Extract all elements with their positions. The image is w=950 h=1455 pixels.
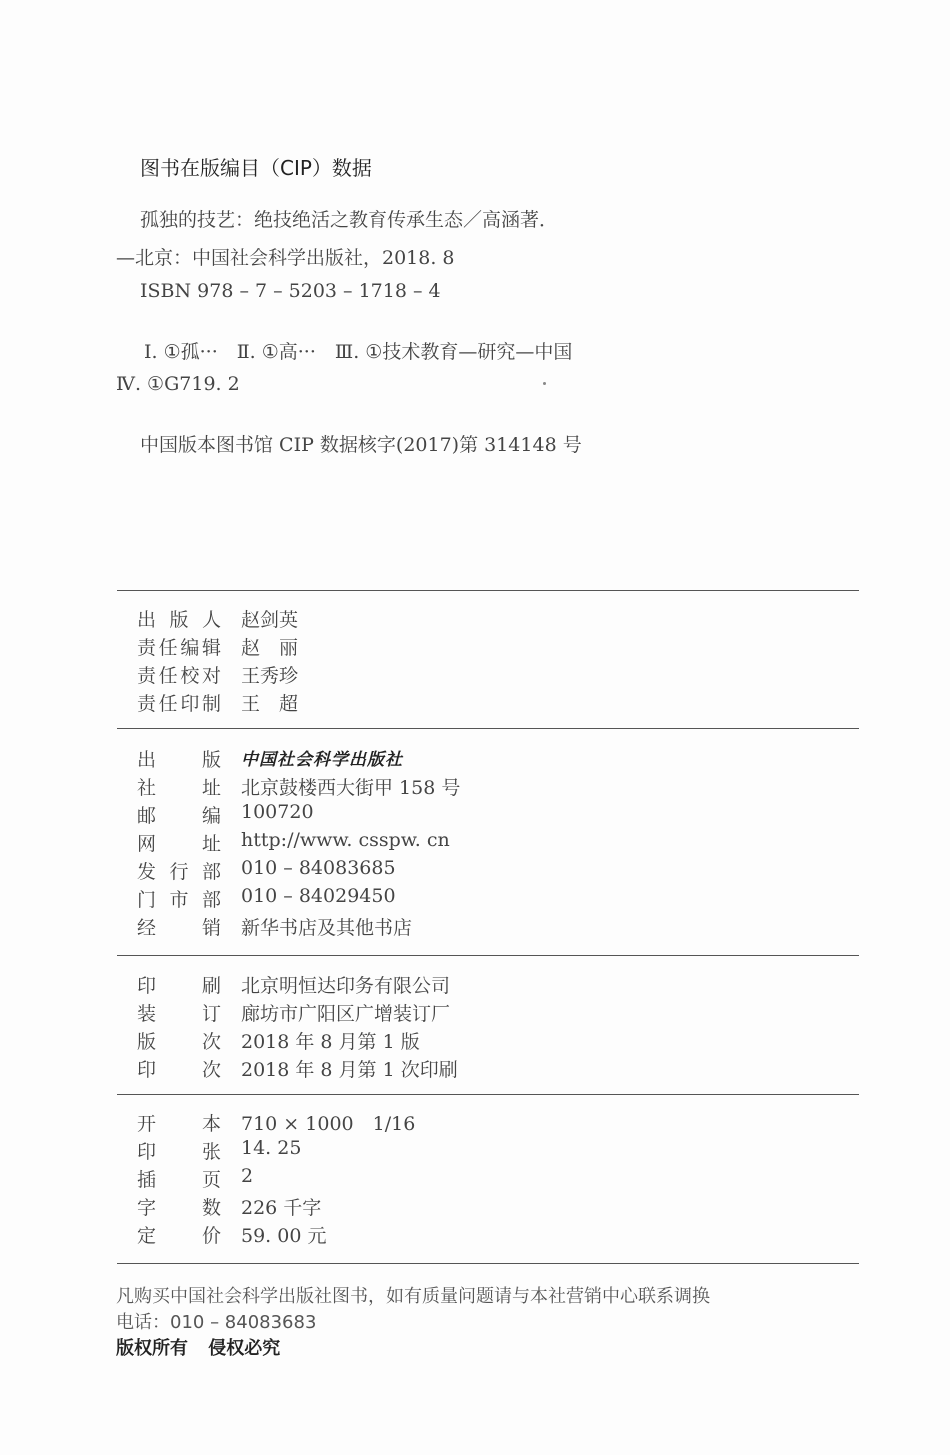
label-char: 址 bbox=[201, 833, 221, 855]
divider-2 bbox=[117, 728, 859, 729]
staff-value: 赵剑英 bbox=[241, 609, 299, 631]
label-char: 印 bbox=[180, 693, 200, 715]
label-char: 邮 bbox=[137, 805, 157, 827]
label-char: 装 bbox=[137, 1003, 157, 1025]
quality-notice: 凡购买中国社会科学出版社图书，如有质量问题请与本社营销中心联系调换 bbox=[116, 1286, 710, 1307]
label-char: 社 bbox=[137, 777, 157, 799]
label-char: 责 bbox=[137, 637, 157, 659]
label-char: 版 bbox=[137, 1031, 157, 1053]
publisher-value: 010 – 84083685 bbox=[241, 857, 396, 879]
publisher-label bbox=[137, 745, 221, 772]
publisher-label bbox=[137, 801, 221, 828]
label-char: 版 bbox=[201, 749, 221, 771]
publisher-label bbox=[137, 829, 221, 856]
label-char: 发 bbox=[137, 861, 157, 883]
label-char: 任 bbox=[158, 637, 178, 659]
label-char: 编 bbox=[201, 805, 221, 827]
copyright-notice: 版权所有 侵权必究 bbox=[116, 1338, 281, 1359]
staff-label bbox=[137, 633, 221, 660]
label-char: 印 bbox=[137, 975, 157, 997]
label-char: 部 bbox=[201, 889, 221, 911]
label-char: 定 bbox=[137, 1225, 157, 1247]
label-char: 址 bbox=[201, 777, 221, 799]
publisher-value: 中国社会科学出版社 bbox=[241, 750, 403, 770]
staff-value: 王秀珍 bbox=[241, 665, 299, 687]
divider-5 bbox=[117, 1263, 859, 1264]
label-char: 订 bbox=[201, 1003, 221, 1025]
printing-value: 北京明恒达印务有限公司 bbox=[241, 975, 451, 997]
label-char: 校 bbox=[180, 665, 200, 687]
label-char: 字 bbox=[137, 1197, 157, 1219]
cip-classification-line-2: Ⅳ. ①G719. 2 bbox=[116, 373, 240, 395]
staff-label bbox=[137, 605, 221, 632]
label-char: 责 bbox=[137, 693, 157, 715]
label-char: 制 bbox=[201, 693, 221, 715]
specs-value: 59. 00 元 bbox=[241, 1225, 327, 1247]
label-char: 数 bbox=[201, 1197, 221, 1219]
label-char: 开 bbox=[137, 1113, 157, 1135]
specs-value: 226 千字 bbox=[241, 1197, 322, 1219]
specs-label bbox=[137, 1221, 221, 1248]
label-char: 出 bbox=[137, 609, 157, 631]
cip-record-number: 中国版本图书馆 CIP 数据核字(2017)第 314148 号 bbox=[140, 434, 582, 456]
publisher-value: 新华书店及其他书店 bbox=[241, 917, 413, 939]
printing-value: 2018 年 8 月第 1 版 bbox=[241, 1031, 420, 1053]
label-char: 张 bbox=[201, 1141, 221, 1163]
label-char: 次 bbox=[201, 1059, 221, 1081]
label-char: 印 bbox=[137, 1059, 157, 1081]
printing-value: 廊坊市广阳区广增装订厂 bbox=[241, 1003, 451, 1025]
publisher-value: 100720 bbox=[241, 801, 314, 823]
label-char: 编 bbox=[180, 637, 200, 659]
specs-label bbox=[137, 1137, 221, 1164]
specs-value: 710 × 1000 1/16 bbox=[241, 1113, 416, 1135]
speck-mark bbox=[543, 382, 546, 385]
printing-label bbox=[137, 971, 221, 998]
staff-value: 王 超 bbox=[241, 693, 299, 715]
label-char: 出 bbox=[137, 749, 157, 771]
label-char: 页 bbox=[201, 1169, 221, 1191]
label-char: 网 bbox=[137, 833, 157, 855]
printing-value: 2018 年 8 月第 1 次印刷 bbox=[241, 1059, 458, 1081]
label-char: 版 bbox=[169, 609, 189, 631]
divider-1 bbox=[117, 590, 859, 591]
label-char: 人 bbox=[201, 609, 221, 631]
printing-label bbox=[137, 1027, 221, 1054]
publisher-value: 010 – 84029450 bbox=[241, 885, 396, 907]
cip-publisher-line: —北京：中国社会科学出版社，2018. 8 bbox=[116, 247, 455, 269]
printing-label bbox=[137, 1055, 221, 1082]
label-char: 印 bbox=[137, 1141, 157, 1163]
specs-value: 2 bbox=[241, 1165, 254, 1187]
publisher-label bbox=[137, 857, 221, 884]
label-char: 门 bbox=[137, 889, 157, 911]
label-char: 刷 bbox=[201, 975, 221, 997]
label-char: 责 bbox=[137, 665, 157, 687]
label-char: 任 bbox=[158, 665, 178, 687]
publisher-label bbox=[137, 773, 221, 800]
specs-label bbox=[137, 1193, 221, 1220]
divider-3 bbox=[117, 955, 859, 956]
label-char: 行 bbox=[169, 861, 189, 883]
staff-label bbox=[137, 689, 221, 716]
label-char: 销 bbox=[201, 917, 221, 939]
label-char: 辑 bbox=[201, 637, 221, 659]
service-phone: 电话：010 – 84083683 bbox=[116, 1312, 317, 1333]
cip-isbn-line: ISBN 978 – 7 – 5203 – 1718 – 4 bbox=[140, 280, 441, 302]
specs-label bbox=[137, 1109, 221, 1136]
label-char: 价 bbox=[201, 1225, 221, 1247]
label-char: 插 bbox=[137, 1169, 157, 1191]
specs-label bbox=[137, 1165, 221, 1192]
cip-book-title-line: 孤独的技艺：绝技绝活之教育传承生态／高涵著． bbox=[140, 209, 559, 231]
printing-label bbox=[137, 999, 221, 1026]
specs-value: 14. 25 bbox=[241, 1137, 302, 1159]
label-char: 本 bbox=[201, 1113, 221, 1135]
publisher-value: http://www. csspw. cn bbox=[241, 829, 450, 851]
label-char: 市 bbox=[169, 889, 189, 911]
cip-classification-line: Ⅰ. ①孤··· Ⅱ. ①高··· Ⅲ. ①技术教育—研究—中国 bbox=[144, 341, 573, 363]
label-char: 对 bbox=[201, 665, 221, 687]
label-char: 经 bbox=[137, 917, 157, 939]
publisher-value: 北京鼓楼西大街甲 158 号 bbox=[241, 777, 461, 799]
divider-4 bbox=[117, 1094, 859, 1095]
cip-title: 图书在版编目（CIP）数据 bbox=[140, 156, 372, 180]
staff-value: 赵 丽 bbox=[241, 637, 299, 659]
label-char: 次 bbox=[201, 1031, 221, 1053]
label-char: 任 bbox=[158, 693, 178, 715]
label-char: 部 bbox=[201, 861, 221, 883]
staff-label bbox=[137, 661, 221, 688]
publisher-label bbox=[137, 913, 221, 940]
publisher-label bbox=[137, 885, 221, 912]
